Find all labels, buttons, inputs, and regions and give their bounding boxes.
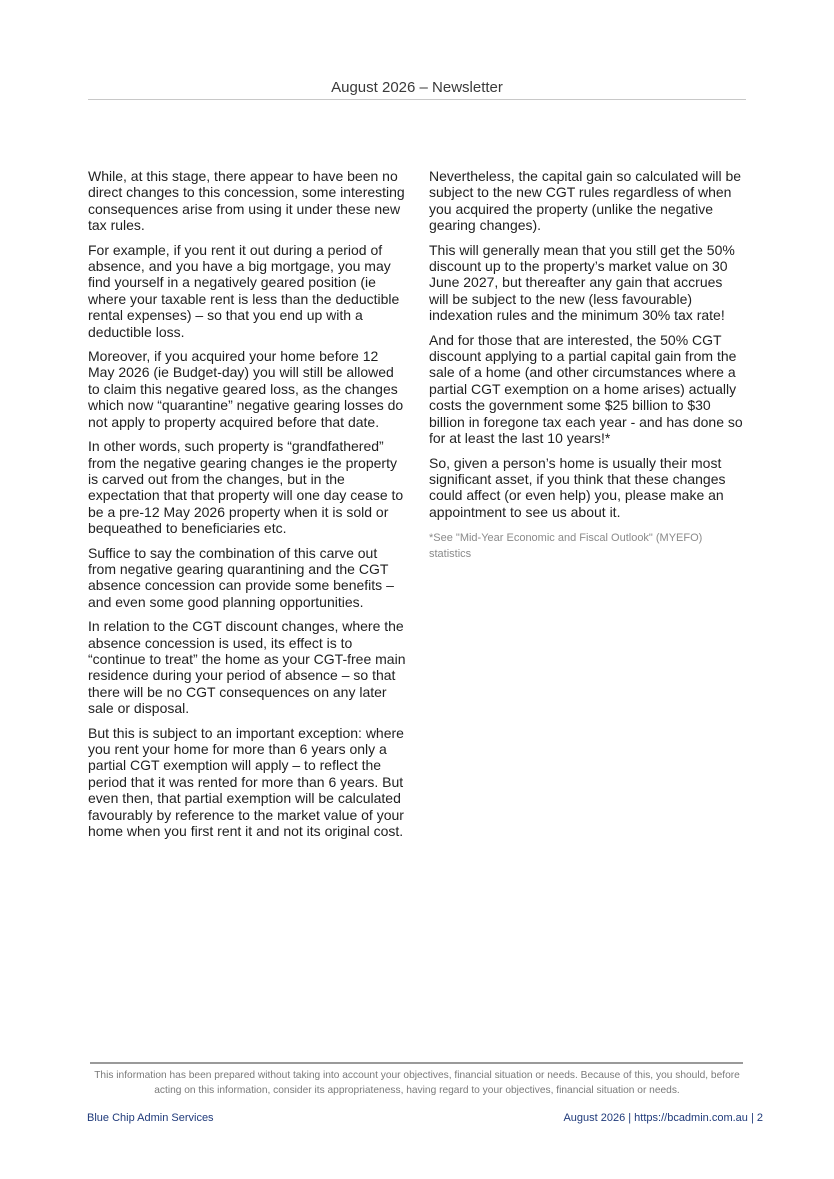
paragraph: So, given a person’s home is usually their most significant asset, if you think that these changes could affect (or even help) you, please make an appointment to see us about it.	[429, 454, 726, 520]
paragraph: In relation to the CGT discount changes, where the absence concession is used, its effect is to “continue to treat” the home as your CGT-free main residence during your period of absence – so that there will be no CGT consequences on any later sale or disposal.	[88, 618, 406, 717]
paragraph: While, at this stage, there appear to have been no direct changes to this concession, some interesting consequences arise from using it under these new tax rules.	[88, 168, 405, 234]
company-name: Blue Chip Admin Services	[87, 1112, 214, 1124]
footnote: *See "Mid-Year Economic and Fiscal Outlook" (MYEFO) statistics	[429, 532, 703, 561]
paragraph: In other words, such property is “grandfathered” from the negative gearing changes ie the property is carved out from the changes, but in the expectation that that property will one day cease to be a pre-12 May 2026 property when it is sold or bequeathed to beneficiaries etc.	[88, 438, 404, 537]
page-info: August 2026 | https://bcadmin.com.au | 2	[563, 1112, 763, 1124]
paragraph: Suffice to say the combination of this carve out from negative gearing quarantining and the CGT absence concession can provide some benefits – and even some good planning opportunities.	[88, 544, 394, 610]
paragraph: And for those that are interested, the 50% CGT discount applying to a partial capital gain from the sale of a home (and other circumstances where a partial CGT exemption on a home arises) actually costs the government some $25 billion to $30 billion in foregone tax each year - and has done so for at least the last 10 years!*	[429, 331, 743, 447]
left-column	[88, 168, 408, 847]
paragraph: This will generally mean that you still get the 50% discount up to the property’s market value on 30 June 2027, but thereafter any gain that accrues will be subject to the new (less favourable) indexation rules and the minimum 30% tax rate!	[429, 241, 735, 324]
footer-divider	[90, 1062, 743, 1064]
page-header-title: August 2026 – Newsletter	[331, 79, 503, 96]
paragraph: Nevertheless, the capital gain so calculated will be subject to the new CGT rules regardless of when you acquired the property (unlike the negative gearing changes).	[429, 168, 742, 234]
paragraph: For example, if you rent it out during a period of absence, and you have a big mortgage, you may find yourself in a negatively geared position (ie where your taxable rent is less than the deductible rental expenses) – so that you end up with a deductible loss.	[88, 241, 400, 340]
header-divider	[88, 99, 746, 100]
right-column	[429, 168, 743, 570]
disclaimer: This information has been prepared without taking into account your objectives, financial situation or needs. Because of this, you should, before acting on this information, consider its appropriateness, having regard to your objectives, financial situation or needs.	[94, 1070, 740, 1096]
paragraph: Moreover, if you acquired your home before 12 May 2026 (ie Budget-day) you will still be allowed to claim this negative geared loss, as the changes which now “quarantine” negative gearing losses do not apply to property acquired before that date.	[88, 348, 404, 430]
paragraph: But this is subject to an important exception: where you rent your home for more than 6 years only a partial CGT exemption will apply – to reflect the period that it was rented for more than 6 years. But even then, that partial exemption will be calculated favourably by reference to the market value of your home when you first rent it and not its original cost.	[88, 724, 404, 840]
